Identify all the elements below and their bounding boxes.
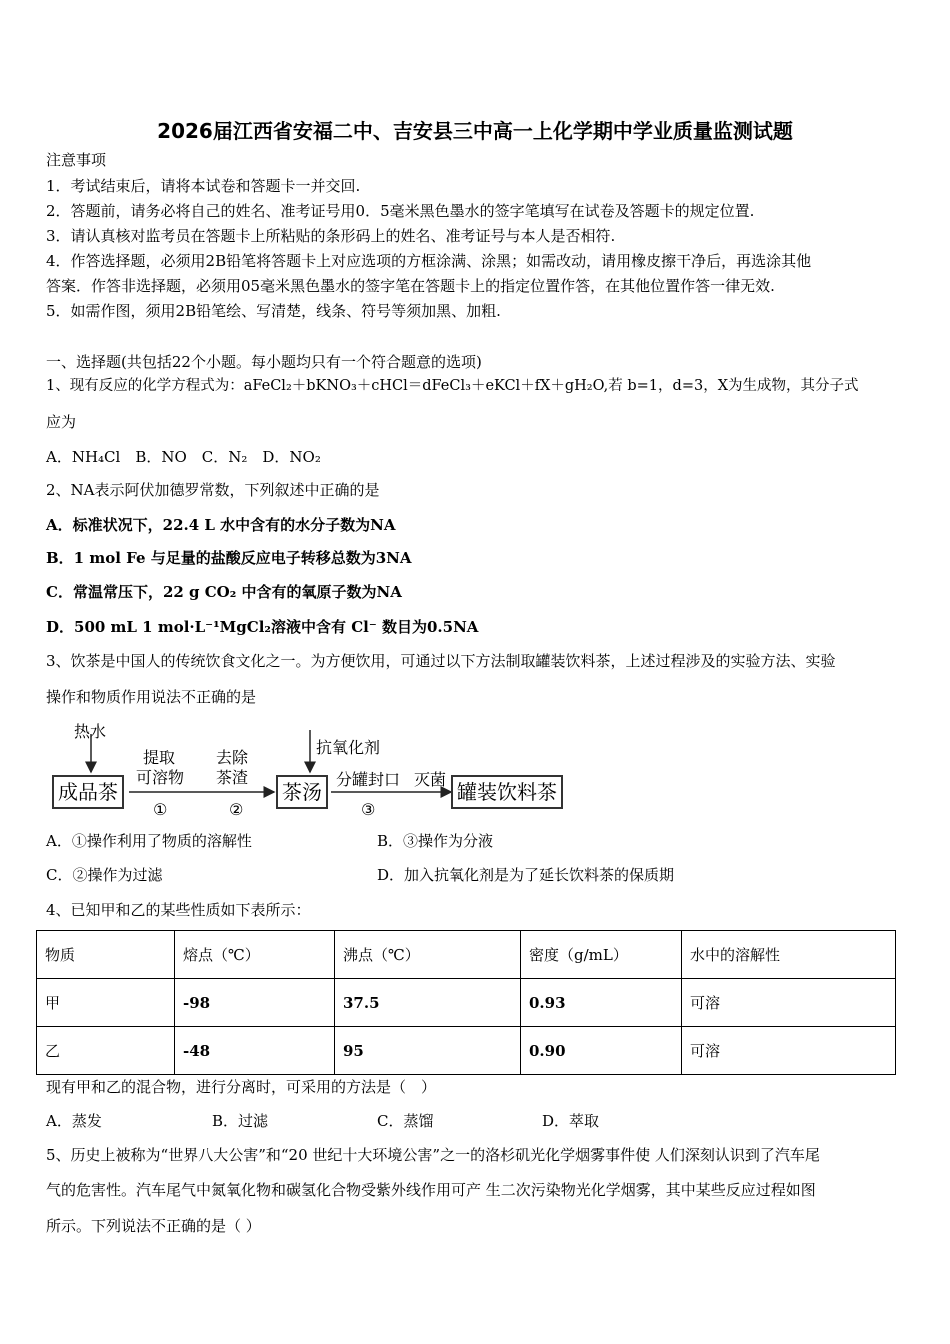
notes-heading: 注意事项: [46, 151, 107, 169]
cell: 可溶: [682, 1027, 896, 1075]
q1-stem: 1、现有反应的化学方程式为：aFeCl₂＋bKNO₃＋cHCl＝dFeCl₃＋eKCl＋fX＋gH₂O,若 b=1，d=3，X为生成物，其分子式: [46, 378, 859, 394]
q4-option-d: D．萃取: [542, 1112, 600, 1130]
tea-soup-box: 茶汤: [276, 775, 328, 809]
table-row: [37, 1027, 896, 1075]
antioxidant-label: 抗氧化剂: [316, 738, 381, 757]
header-cell: 密度（g/mL）: [521, 931, 682, 979]
note-item: 4．作答选择题，必须用2B铅笔将答题卡上对应选项的方框涂满、涂黑；如需改动，请用橡皮擦干净后，再选涂其他: [46, 252, 812, 270]
step3-label: 分罐封口: [336, 770, 401, 789]
step2-label: 去除: [216, 748, 249, 767]
step1-label: 可溶物: [136, 768, 185, 787]
properties-table: [36, 930, 896, 1075]
header-cell: 沸点（℃）: [335, 931, 521, 979]
q1-options: A．NH₄Cl B．NO C．N₂ D．NO₂: [46, 448, 321, 466]
cell: 37.5: [335, 979, 521, 1027]
cell: -98: [175, 979, 335, 1027]
cell: 0.93: [521, 979, 682, 1027]
q3-option-a: A．①操作利用了物质的溶解性: [46, 832, 252, 850]
q2-option-c: C．常温常压下，22 g CO₂ 中含有的氧原子数为NA: [46, 583, 402, 601]
section-heading: 一、选择题(共包括22个小题。每小题均只有一个符合题意的选项): [46, 353, 482, 371]
header-cell: 熔点（℃）: [175, 931, 335, 979]
q3-option-d: D．加入抗氧化剂是为了延长饮料茶的保质期: [377, 866, 675, 884]
q4-question: 现有甲和乙的混合物，进行分离时，可采用的方法是（ ）: [46, 1078, 437, 1096]
cell: 乙: [37, 1027, 175, 1075]
step3-number: ③: [361, 800, 376, 819]
note-item: 5．如需作图，须用2B铅笔绘、写清楚，线条、符号等须加黑、加粗.: [46, 302, 501, 320]
q4-option-c: C．蒸馏: [377, 1112, 434, 1130]
q3-option-c: C．②操作为过滤: [46, 866, 163, 884]
header-cell: 水中的溶解性: [682, 931, 896, 979]
note-item: 1．考试结束后，请将本试卷和答题卡一并交回.: [46, 177, 361, 195]
q5-stem: 气的危害性。汽车尾气中氮氧化物和碳氢化合物受紫外线作用可产 生二次污染物光化学烟雾，其中某些反应过程如图: [46, 1181, 816, 1199]
sterilize-label: 灭菌: [414, 770, 447, 789]
q4-option-a: A．蒸发: [46, 1112, 102, 1130]
note-item: 3．请认真核对监考员在答题卡上所粘贴的条形码上的姓名、准考证号与本人是否相符.: [46, 227, 616, 245]
cell: 可溶: [682, 979, 896, 1027]
q3-option-b: B．③操作为分液: [377, 832, 494, 850]
q5-stem: 所示。下列说法不正确的是（ ）: [46, 1217, 261, 1235]
cell: 0.90: [521, 1027, 682, 1075]
q2-option-a: A．标准状况下，22.4 L 水中含有的水分子数为NA: [46, 516, 396, 534]
hot-water-label: 热水: [74, 722, 107, 741]
q3-stem: 3、饮茶是中国人的传统饮食文化之一。为方便饮用，可通过以下方法制取罐装饮料茶，上述过程涉及的实验方法、实验: [46, 652, 836, 670]
q3-stem-cont: 操作和物质作用说法不正确的是: [46, 688, 257, 706]
q2-option-d: D．500 mL 1 mol·L⁻¹MgCl₂溶液中含有 Cl⁻ 数目为0.5NA: [46, 618, 479, 636]
finished-tea-box: 成品茶: [52, 775, 124, 809]
q5-stem: 5、历史上被称为“世界八大公害”和“20 世纪十大环境公害”之一的洛杉矶光化学烟雾事件使 人们深刻认识到了汽车尾: [46, 1146, 820, 1164]
q4-stem: 4、已知甲和乙的某些性质如下表所示：: [46, 901, 311, 919]
step2-number: ②: [229, 800, 244, 819]
cell: 甲: [37, 979, 175, 1027]
q2-option-b: B．1 mol Fe 与足量的盐酸反应电子转移总数为3NA: [46, 549, 412, 567]
note-item: 答案．作答非选择题，必须用05毫米黑色墨水的签字笔在答题卡上的指定位置作答，在其他位置作答一律无效.: [46, 277, 775, 295]
canned-tea-box: 罐装饮料茶: [451, 775, 563, 809]
page-title: 2026届江西省安福二中、吉安县三中高一上化学期中学业质量监测试题: [157, 119, 793, 143]
header-cell: 物质: [37, 931, 175, 979]
q1-stem-cont: 应为: [46, 413, 77, 431]
q2-stem: 2、NA表示阿伏加德罗常数，下列叙述中正确的是: [46, 481, 380, 499]
cell: 95: [335, 1027, 521, 1075]
step1-label: 提取: [143, 748, 176, 767]
step1-number: ①: [153, 800, 168, 819]
q4-option-b: B．过滤: [212, 1112, 269, 1130]
step2-label: 茶渣: [216, 768, 249, 787]
note-item: 2．答题前，请务必将自己的姓名、准考证号用0．5毫米黑色墨水的签字笔填写在试卷及答题卡的规定位置.: [46, 202, 755, 220]
cell: -48: [175, 1027, 335, 1075]
table-header-row: [37, 931, 896, 979]
table-row: [37, 979, 896, 1027]
tea-process-diagram: [46, 720, 606, 820]
